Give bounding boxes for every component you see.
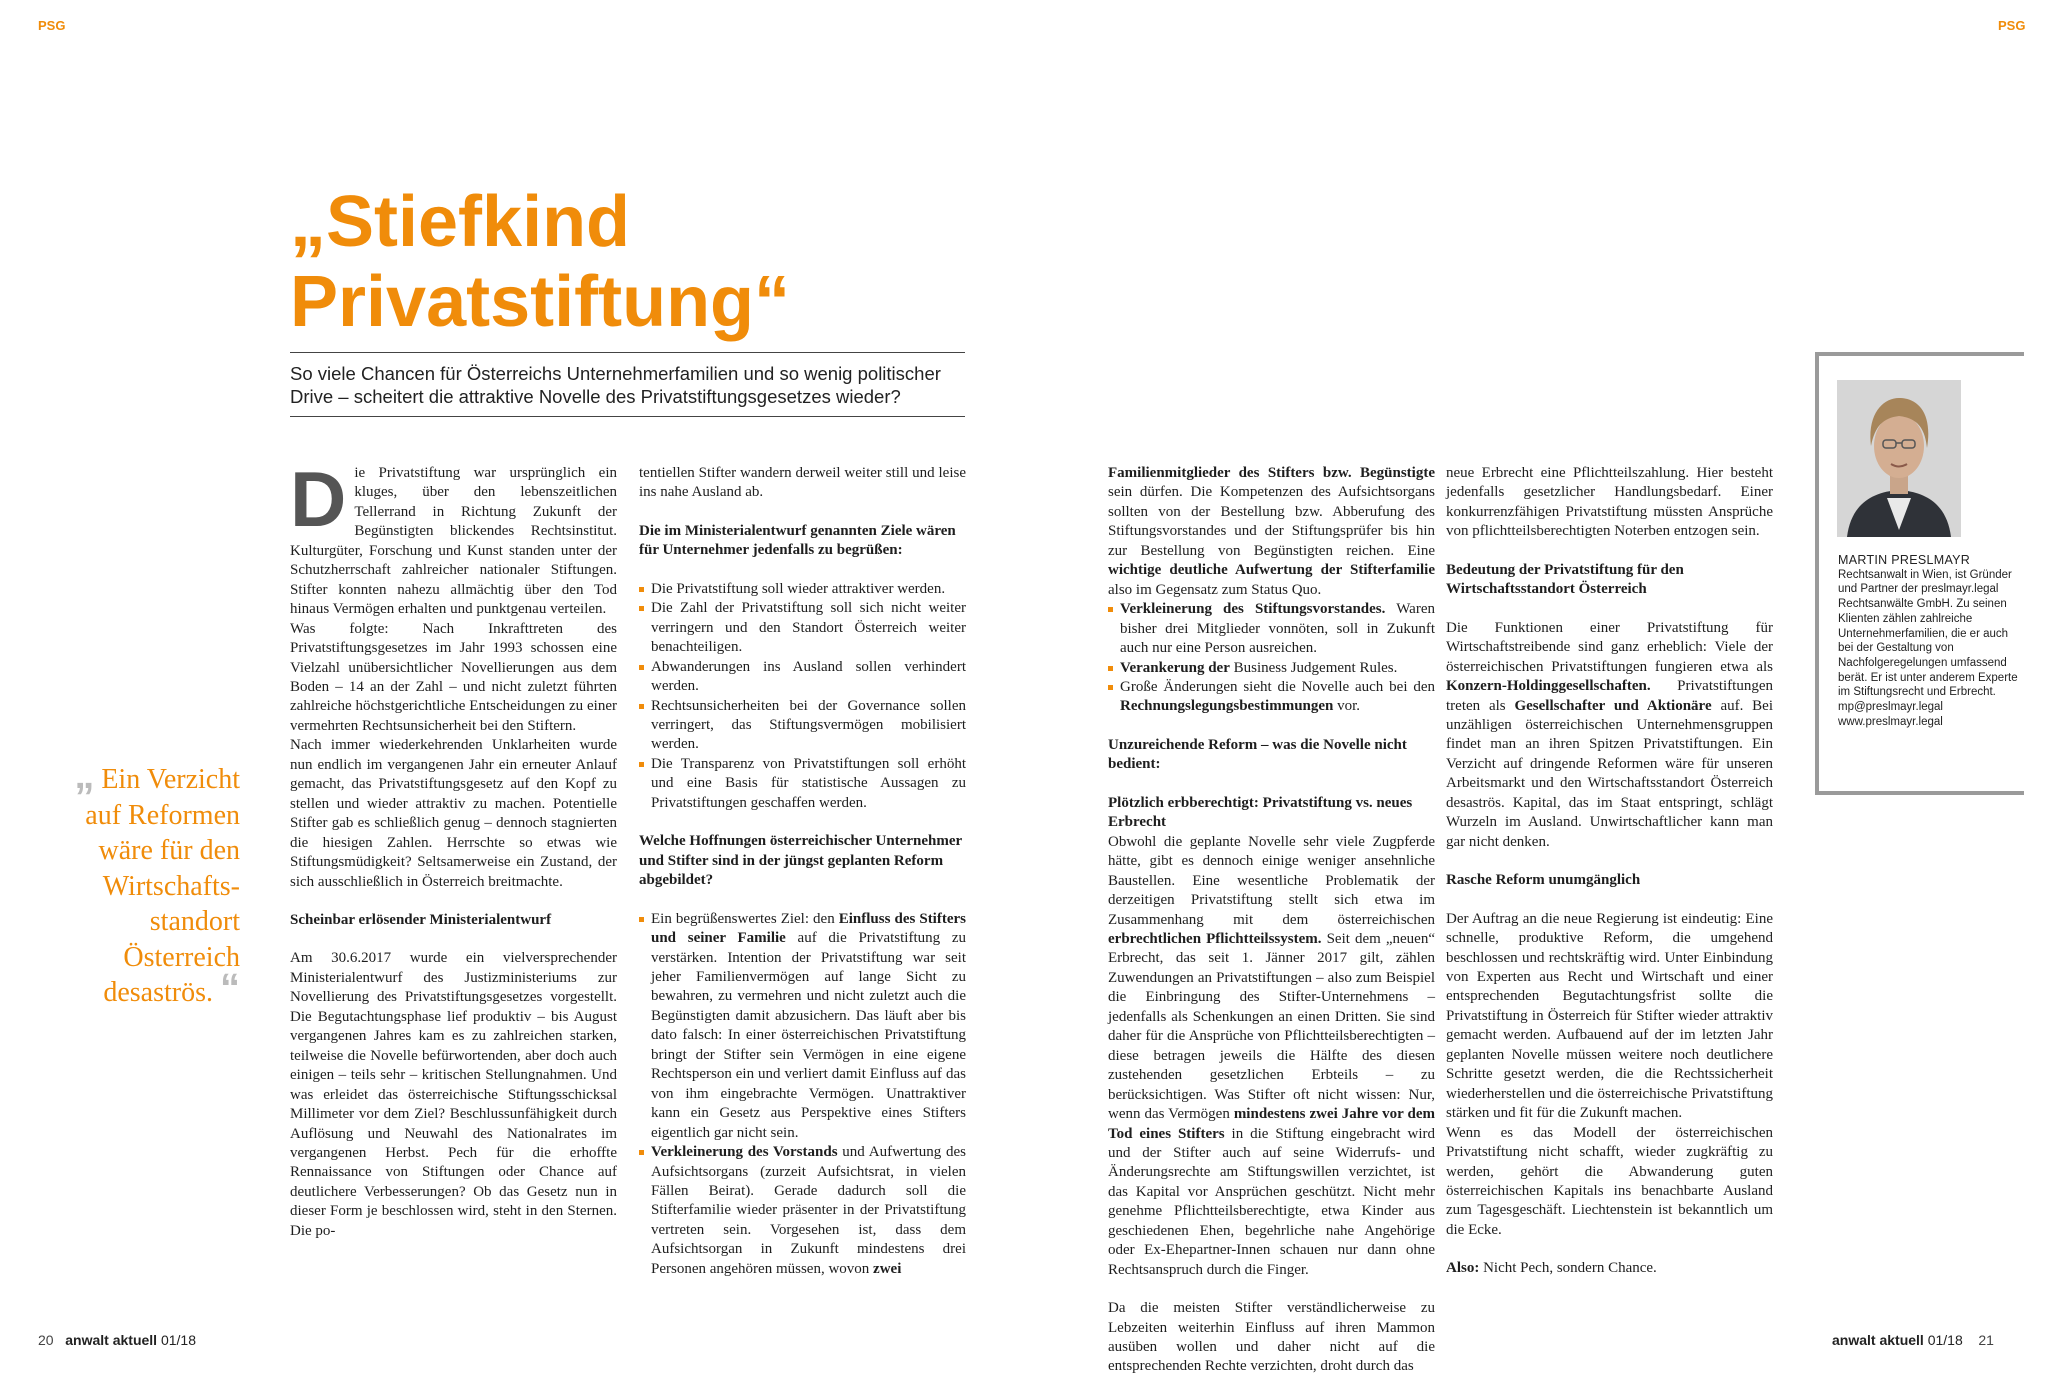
pull-quote-text: Ein Verzicht auf Reformen wäre für den Wirtschafts-standort Österreich desaströs.	[85, 764, 240, 1008]
bold-span: Also:	[1446, 1260, 1480, 1277]
list-item: Die Privatstiftung soll wieder attraktiver werden.	[639, 580, 966, 599]
paragraph: Was folgte: Nach Inkrafttreten des Privatstiftungsgesetzes im Jahr 1993 schossen eine Vielzahl unübersichtlicher Novellierungen aus dem Boden – 14 an der Zahl – und nicht zuletzt führten zahlreiche höchstgerichtliche Entscheidungen zu einer vermehrten Rechtsunsicherheit bei den Stiftern.	[290, 620, 617, 734]
footer-left	[38, 1332, 196, 1348]
paragraph	[1108, 464, 1435, 600]
list-item: Die Zahl der Privatstiftung soll sich nicht weiter verringern und den Standort Österreich weiter benachteiligen.	[639, 599, 966, 657]
text-span: auf. Bei unzähligen österreichischen Unternehmensgruppen findet man an ihren Spitzen Privatstiftungen. Ein Verzicht auf dringende Reformen wäre für unseren Arbeitsmarkt und den Wirtschaftsstandort Österreich desaströs. Kapital, das im Staat entspringt, schlägt Wurzeln im Ausland. Unwirtschaftlicher kann man gar nicht denken.	[1446, 697, 1774, 850]
magazine-name: anwalt aktuell	[1832, 1332, 1924, 1348]
article-column-1	[290, 455, 617, 1241]
list-item: Die Transparenz von Privatstiftungen soll erhöht und eine Basis für statistische Aussagen zu Privatstiftungen geschaffen werden.	[639, 755, 966, 813]
issue-number: 01/18	[1927, 1332, 1963, 1348]
text-span: auf die Privatstiftung zu verstärken. Intention der Privatstiftung war seit jeher Familienvermögen auf lange Sicht zu bewahren, zu vermehren und nicht zuletzt auch die Begünstigten damit abzusichern. Das läuft aber bis dato falsch: In einer österreichischen Privatstiftung bringt der Stifter sein Vermögen in eine eigene Rechtsperson ein und verliert damit Einfluss auf das von ihm eingebrachte Vermögen. Unattraktiver kann ein Gesetz aus Perspektive eines Stifters eigentlich gar nicht sein.	[651, 930, 966, 1141]
text-span: also im Gegensatz zum Status Quo.	[1108, 581, 1322, 598]
paragraph: Am 30.6.2017 wurde ein vielversprechender Ministerialentwurf des Justizministeriums zur Novellierung des Privatstiftungsgesetzes vorgestellt. Die Begutachtungsphase lief produktiv – bis August vergangenen Jahres kam es zu zahlreichen starken, teilweise die Novelle befürwortenden, aber doch auch einigen – teils sehr – kritischen Stellungnahmen. Und was erleidet das österreichische Stiftungsschicksal Millimeter vor dem Ziel? Beschlussunfähigkeit durch Auflösung und Neuwahl des Nationalrates im vergangenen Herbst. Pech für die erhoffte Rennaissance von Stiftungen oder Chance auf deutlichere Verbesserungen? Ob das Gesetz nun in dieser Form je beschlossen wird, steht in den Sternen. Die po-	[290, 950, 617, 1239]
author-name: MARTIN PRESLMAYR	[1838, 553, 1971, 567]
closing-line	[1446, 1259, 1773, 1278]
title-line-1: „Stiefkind	[290, 182, 631, 262]
intro-paragraph	[290, 455, 617, 620]
text-span: Große Änderungen sieht die Novelle auch bei den	[1120, 678, 1435, 695]
pull-quote	[50, 753, 240, 1011]
hopes-list	[639, 910, 966, 1280]
paragraph	[1446, 619, 1773, 852]
drop-cap: D	[290, 455, 347, 543]
bold-span: Verankerung der	[1120, 659, 1230, 676]
text-span: Waren bisher drei Mitglieder vonnöten, soll in Zukunft auch nur eine Person ausreichen.	[1120, 601, 1435, 657]
article-column-4	[1446, 464, 1773, 1279]
section-tag-left: PSG	[38, 18, 66, 33]
article-subtitle: So viele Chancen für Österreichs Unternehmerfamilien und so wenig politischer Drive – scheitert die attraktive Novelle des Privatstiftungsgesetzes wieder?	[290, 352, 965, 417]
paragraph: Der Auftrag an die neue Regierung ist eindeutig: Eine schnelle, produktive Reform, die umgehend beschlossen und rechtskräftig wird. Unter Einbindung von Experten aus Recht und Wirtschaft und einer entsprechenden Begutachtungsfrist sollte die Privatstiftung in Österreich für Stifter wieder attraktiv gemacht werden. Aufbauend auf der im letzten Jahr geplanten Novelle müssen weitere noch deutlichere Schritte gesetzt werden, die die Rechtssicherheit wiederherstellen und die österreichische Privatstiftung stärken und fit für die Zukunft machen.	[1446, 910, 1773, 1122]
author-bio	[1838, 553, 2018, 729]
bold-span: Rechnungslegungsbestimmungen	[1120, 698, 1334, 715]
article-title	[290, 182, 990, 342]
close-quote-mark: “	[220, 966, 240, 1010]
text-span: Obwohl die geplante Novelle sehr viele Zugpferde hätte, gibt es dennoch einige weniger ansehnliche Baustellen. Eine wesentliche Problematik der derzeitigen Privatstiftung stellt sich etwa im Zusammenhang mit dem österreichischen	[1108, 833, 1435, 928]
list-item: Abwanderungen ins Ausland sollen verhindert werden.	[639, 658, 966, 697]
list-item	[1108, 678, 1435, 717]
paragraph	[1108, 833, 1435, 1280]
list-item	[639, 910, 966, 1143]
paragraph: Da die meisten Stifter verständlicherweise zu Lebzeiten weiterhin Einfluss auf ihren Mammon ausüben wollen und daher nicht auf die entsprechenden Rechte verzichten, droht durch das	[1108, 1300, 1435, 1375]
section-heading: Welche Hoffnungen österreichischer Unternehmer und Stifter sind in der jüngst geplanten Reform abgebildet?	[639, 833, 962, 889]
section-heading: Rasche Reform unumgänglich	[1446, 872, 1641, 889]
list-item	[639, 1143, 966, 1279]
section-heading: Plötzlich erbberechtigt: Privatstiftung vs. neues Erbrecht	[1108, 794, 1413, 831]
paragraph-text: ie Privatstiftung war ursprünglich ein kluges, über den lebenszeitlichen Tellerrand in Richtung Zukunft der Begünstigten blickendes Rechtsinstitut. Kulturgüter, Forschung und Kunst standen unter der Schutzherrschaft zahlreicher nationaler Stiftungen. Stifter konnten nahezu allmächtig über den Tod hinaus Vermögen erhalten und punktgenau verteilen.	[290, 465, 617, 618]
author-email[interactable]: mp@preslmayr.legal	[1838, 701, 1943, 714]
bold-span: Konzern-Holdinggesellschaften.	[1446, 678, 1651, 695]
footer-right	[1832, 1332, 1994, 1348]
section-tag-right: PSG	[1998, 18, 2026, 33]
page-number: 20	[38, 1332, 54, 1348]
portrait-illustration	[1837, 380, 1961, 537]
author-website[interactable]: www.preslmayr.legal	[1838, 715, 1943, 728]
section-heading: Bedeutung der Privatstiftung für den Wirtschaftsstandort Österreich	[1446, 561, 1684, 598]
title-line-2: Privatstiftung“	[290, 262, 791, 342]
section-heading: Die im Ministerialentwurf genannten Ziele wären für Unternehmer jedenfalls zu begrüßen:	[639, 522, 956, 559]
text-span: Nicht Pech, sondern Chance.	[1479, 1260, 1657, 1277]
section-heading: Unzureichende Reform – was die Novelle nicht bedient:	[1108, 736, 1407, 773]
bold-span: Einfluss des Stifters und seiner Familie	[651, 910, 966, 947]
list-item	[1108, 600, 1435, 658]
text-span: in die Stiftung eingebracht wird und der Stifter auch auf seine Widerrufs- und Änderungsrechte am Stiftungswillen verzichtet, ist das Kapital vor Ansprüchen geschützt. Nicht mehr genehme Pflichtteilsberechtigte, etwa Kinder aus geschiedenen Ehen, begehrliche nahe Angehörige oder Ex-Ehepartner-Innen schauen nur dann ohne Rechtsanspruch durch die Finger.	[1108, 1125, 1436, 1278]
magazine-name: anwalt aktuell	[65, 1332, 158, 1348]
bold-span: zwei	[873, 1260, 902, 1277]
bold-span: Verkleinerung des Stiftungsvorstandes.	[1120, 601, 1386, 618]
text-span: Privatstiftungen treten als	[1446, 678, 1773, 714]
author-description: Rechtsanwalt in Wien, ist Gründer und Partner der preslmayr.legal Rechtsanwälte GmbH. Zu seinen Klienten zählen zahlreiche Unternehmerfamilien, die er auch bei der Gestaltung von Nachfolgeregelungen umfassend berät. Er ist unter anderem Experte im Stiftungsrecht und Erbrecht.	[1838, 568, 2018, 699]
list-item: Rechtsunsicherheiten bei der Governance sollen verringert, das Stiftungsvermögen mobilisiert werden.	[639, 697, 966, 755]
paragraph: tentiellen Stifter wandern derweil weiter still und leise ins nahe Ausland ab.	[639, 465, 966, 501]
paragraph: neue Erbrecht eine Pflichtteilszahlung. Hier besteht jedenfalls gesetzlicher Handlungsbedarf. Einer konkurrenzfähigen Privatstiftung müssten Ansprüche von pflichtteilsberechtigten Noterben entzogen sein.	[1446, 465, 1773, 540]
text-span: Business Judgement Rules.	[1229, 659, 1398, 676]
article-column-3	[1108, 464, 1435, 1377]
text-span: und Aufwertung des Aufsichtsorgans (zurzeit Aufsichtsrat, in vielen Fällen Beirat). Gerade dadurch soll die Stifterfamilie wieder präsenter in der Privatstiftung vertreten sein. Vorgesehen ist, dass dem Aufsichtsorgan in Zukunft mindestens drei Personen angehören müssen, wovon	[651, 1144, 966, 1277]
bold-span: erbrechtlichen Pflichtteilssystem.	[1108, 930, 1322, 947]
text-span: Ein begrüßenswertes Ziel: den	[651, 910, 839, 927]
article-column-2	[639, 464, 966, 1279]
paragraph: Wenn es das Modell der österreichischen Privatstiftung nicht schafft, wieder zugkräftig zu werden, gehört die Abwanderung guten österreichischen Kapitals ins benachbarte Ausland zum Tagesgeschäft. Liechtenstein ist bekanntlich um die Ecke.	[1446, 1124, 1773, 1238]
paragraph: Nach immer wiederkehrenden Unklarheiten wurde nun endlich im vergangenen Jahr ein erneuter Anlauf gemacht, das Privatstiftungsgesetz auf den Kopf zu stellen und wieder attraktiv zu machen. Potentielle Stifter gab es schließlich genug – dennoch stagnierten die hiesigen Zahlen. Herrschte so etwas wie Stiftungsmüdigkeit? Seltsamerweise ein Zustand, der sich ausschließlich in Österreich breitmachte.	[290, 737, 617, 890]
page-number: 21	[1978, 1332, 1994, 1348]
text-span: sein dürfen. Die Kompetenzen des Aufsichtsorgans sollten von der Bestellung bzw. Abberufung des Stiftungsvorstandes und der Stiftungsprüfer bis hin zur Bestellung von Begünstigten reichen. Eine	[1108, 484, 1435, 559]
changes-list	[1108, 600, 1435, 717]
bold-span: wichtige deutliche Aufwertung der Stifterfamilie	[1108, 562, 1435, 579]
open-quote-mark: „	[74, 753, 95, 797]
bold-span: Familienmitglieder des Stifters bzw. Begünstigte	[1108, 465, 1435, 481]
text-span: Die Funktionen einer Privatstiftung für Wirtschaftstreibende sind ganz erheblich: Viele der österreichischen Privatstiftungen fungieren etwa als	[1446, 619, 1773, 675]
author-portrait	[1837, 380, 1961, 537]
text-span: Seit dem „neuen“ Erbrecht, das seit 1. Jänner 2017 gilt, zählen Zuwendungen an Privatstiftungen – also zum Beispiel die Einbringung des Stifter-Unternehmens – jedenfalls als Schenkungen an einen Dritten. Sie sind daher für die Ansprüche von Pflichtteilsberechtigten – diese betragen jeweils die Hälfte des diesen zustehenden gesetzlichen Erbteils – zu berücksichtigen. Was Stifter oft nicht wissen: Nur, wenn das Vermögen	[1108, 930, 1436, 1123]
list-item	[1108, 659, 1435, 678]
bold-span: Verkleinerung des Vorstands	[651, 1144, 838, 1161]
bold-span: mindestens zwei Jahre vor dem Tod eines Stifters	[1108, 1106, 1435, 1142]
goals-list	[639, 580, 966, 813]
text-span: vor.	[1333, 698, 1361, 715]
bold-span: Gesellschafter und Aktionäre	[1514, 697, 1712, 714]
section-heading: Scheinbar erlösender Ministerialentwurf	[290, 911, 552, 928]
issue-number: 01/18	[160, 1332, 196, 1348]
